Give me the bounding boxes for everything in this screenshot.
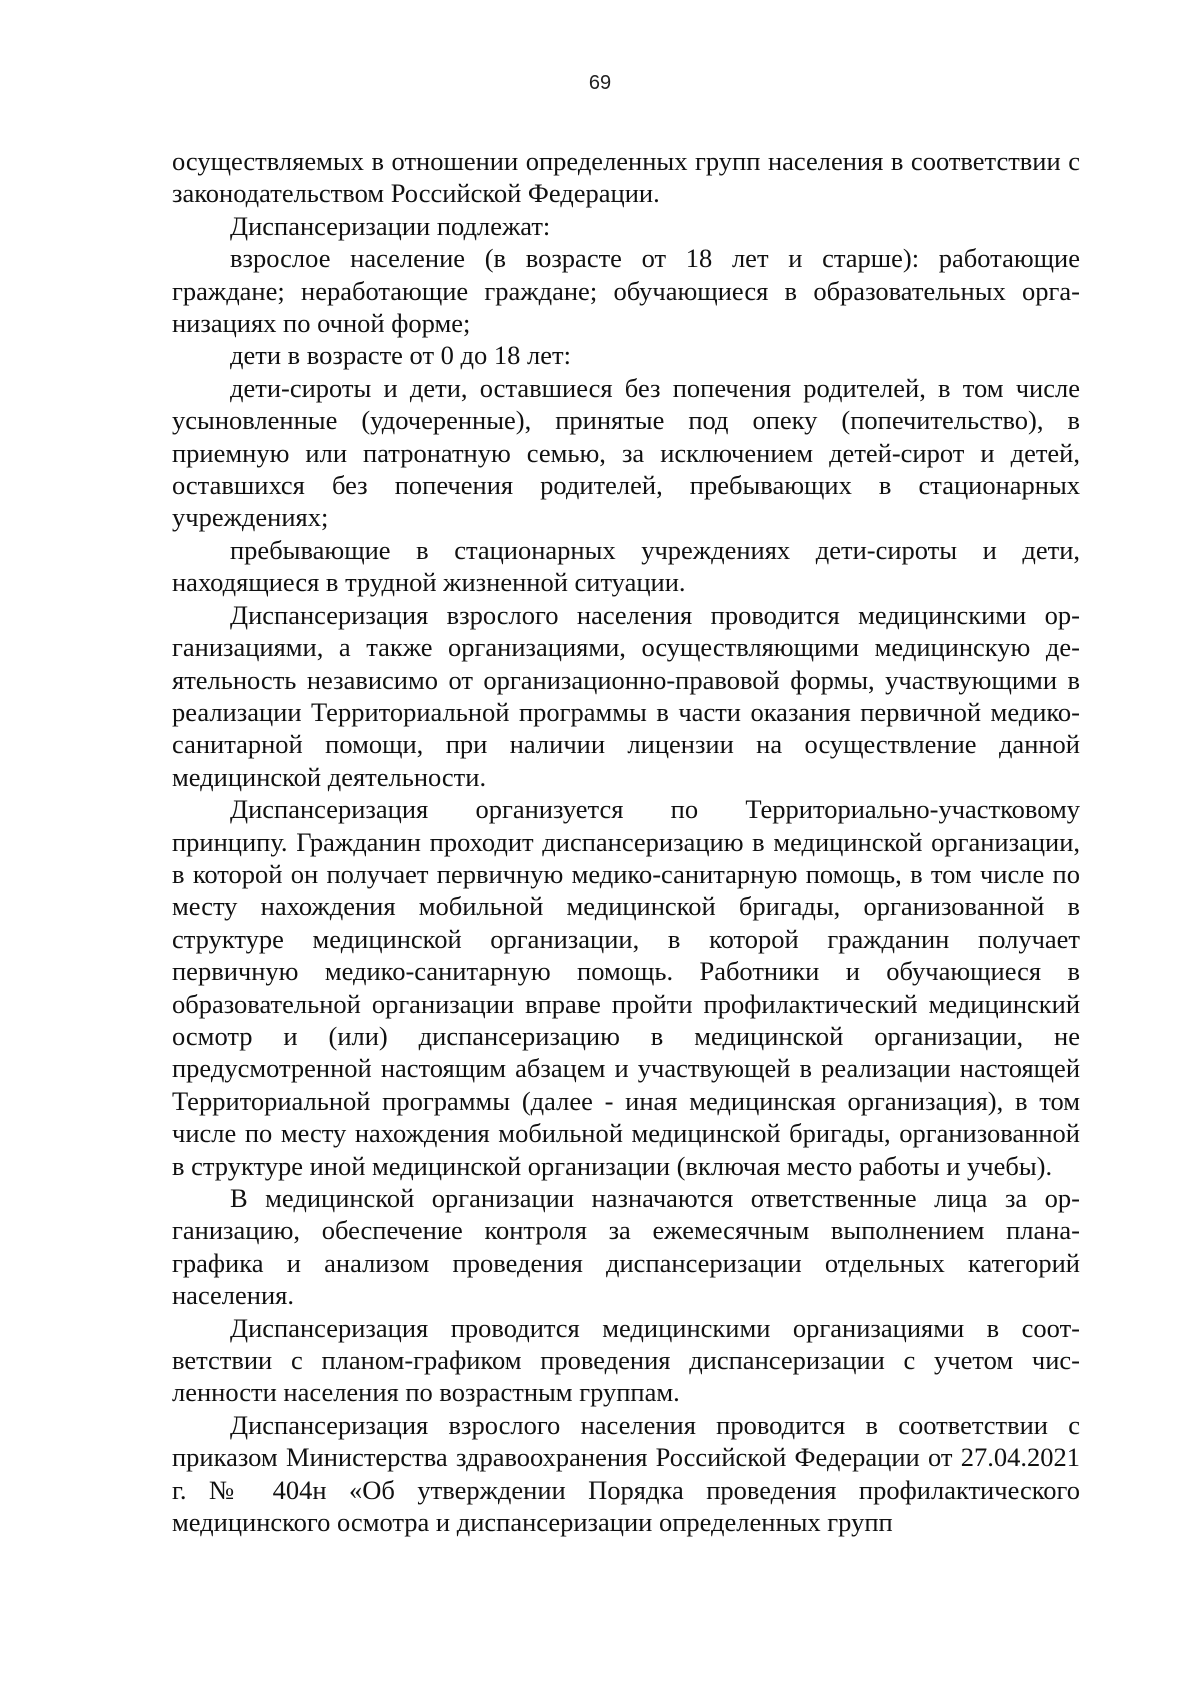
paragraph-children-heading: дети в возрасте от 0 до 18 лет: bbox=[230, 340, 571, 371]
page-number: 69 bbox=[588, 72, 612, 94]
paragraph-adult-dispensary-organizations: Диспансеризация взрослого населения проводится медицинскими организациями, а также организациями, осуществляющими медицинскую деятельность независимо от организационно-правовой формы, участвующими в реализации Территориальной программы в части оказания первичной медико-санитарной помощи, при наличии лицензии на осуществление данной медицинской деятельности. bbox=[172, 599, 1080, 792]
paragraph-schedule-plan: Диспансеризация проводится медицинскими организациями в соответствии с планом-графиком проведения диспансеризации с учетом численности населения по возрастным группам. bbox=[172, 1312, 1080, 1408]
paragraph-continuation: осуществляемых в отношении определенных групп населения в соответствии с законодательством Российской Федерации. bbox=[172, 146, 1080, 209]
paragraph-adult-population: взрослое население (в возрасте от 18 лет и старше): работающие граждане; неработающие граждане; обучающиеся в образовательных организациях по очной форме; bbox=[172, 243, 1080, 339]
paragraph-subject-heading: Диспансеризации подлежат: bbox=[230, 210, 551, 241]
document-body bbox=[172, 145, 1080, 1538]
paragraph-institutional-orphans: пребывающие в стационарных учреждениях дети-сироты и дети, находящиеся в трудной жизненной ситуации. bbox=[172, 534, 1080, 598]
paragraph-territorial-principle: Диспансеризация организуется по Территориально-участковому принципу. Гражданин проходит диспансеризацию в медицинской организации, в которой он получает первичную медико-санитарную помощь, в том числе по месту нахождения мобильной медицинской бригады, организованной в структуре медицинской организации, в которой гражданин получает первичную медико-санитарную помощь. Работники и обучающиеся в образовательной организации вправе пройти профилактический медицинский осмотр и (или) диспансеризацию в медицинской организации, не предусмотренной настоящим абзацем и участвующей в реализации настоящей Территориальной программы (далее - иная медицинская организация), в том числе по месту нахождения мобильной медицинской бригады, организованной в структуре иной медицинской организации (включая место работы и учебы). bbox=[172, 794, 1080, 1181]
paragraph-ministry-order: Диспансеризация взрослого населения проводится в соответствии с приказом Министерства здравоохранения Российской Федерации от 27.04.2021 г. № 404н «Об утверждении Порядка проведения профилактического медицинского осмотра и диспансеризации определенных групп bbox=[172, 1409, 1080, 1538]
paragraph-responsible-persons: В медицинской организации назначаются ответственные лица за организацию, обеспечение контроля за ежемесячным выполнением плана-графика и анализом проведения диспансеризации отдельных категорий населения. bbox=[172, 1183, 1080, 1311]
paragraph-orphans: дети-сироты и дети, оставшиеся без попечения родителей, в том числе усыновленные (удочеренные), принятые под опеку (попечительство), в приемную или патронатную семью, за исключением детей-сирот и детей, оставшихся без попечения родителей, пребывающих в стационарных учреждениях; bbox=[172, 372, 1080, 533]
